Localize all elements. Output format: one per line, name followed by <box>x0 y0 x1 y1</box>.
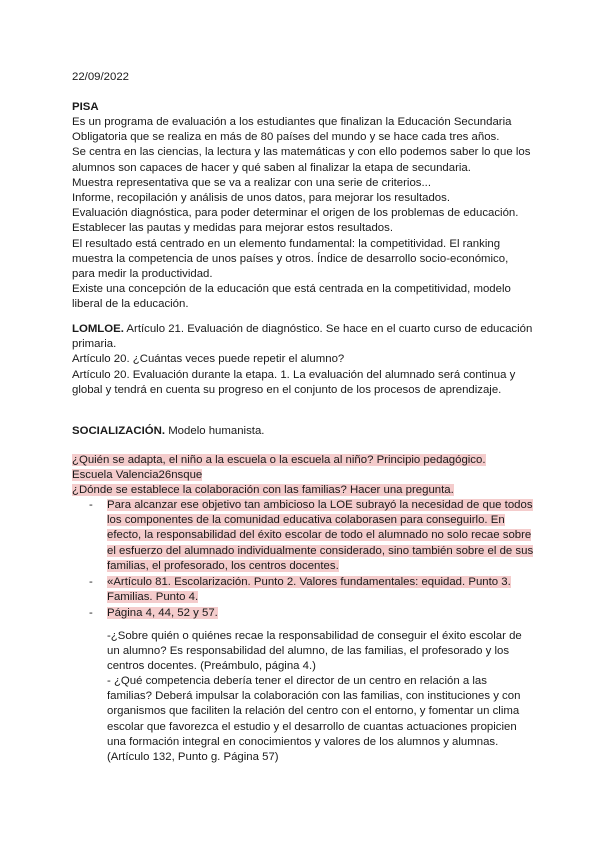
pisa-line: Se centra en las ciencias, la lectura y las matemáticas y con ello podemos saber lo que los alumnos son capaces de hacer y qué saben al finalizar la etapa de secundaria. <box>72 146 531 174</box>
lomloe-section <box>72 322 534 398</box>
highlighted-text: Página 4, 44, 52 y 57. <box>107 607 218 620</box>
bullet-list <box>72 498 534 623</box>
lomloe-line: Artículo 20. Evaluación durante la etapa. 1. La evaluación del alumnado será continua y global y tendrá en cuenta su progreso en el conjunto de los procesos de aprendizaje. <box>72 368 516 396</box>
pisa-line: Muestra representativa que se va a realizar con una serie de criterios... <box>72 176 431 189</box>
highlighted-text: Escuela Valencia26nsque <box>72 469 203 482</box>
answer-paragraph: -¿Sobre quién o quiénes recae la responsabilidad de conseguir el éxito escolar de un alumno? Es responsabilidad del alumno, de las familias, el profesorado y los centros docentes. (Preámbulo, página 4.) <box>107 630 522 673</box>
list-item <box>72 498 534 574</box>
answer-paragraph: - ¿Qué competencia debería tener el director de un centro en relación a las familias? Deberá impulsar la colaboración con las familias, con instituciones y con organismos que faciliten la relación del centro con el entorno, y fomentar un clima escolar que favorezca el estudio y el desarrollo de cuantas actuaciones propicien una formación integral en conocimientos y valores de los alumnos y alumnas. (Artículo 132, Punto g. Página 57) <box>107 675 521 764</box>
socializacion-heading: SOCIALIZACIÓN. <box>72 425 166 437</box>
pisa-heading: PISA <box>72 101 99 113</box>
socializacion-questions <box>72 453 534 499</box>
dash-marker: - <box>89 576 93 589</box>
question-line <box>72 483 534 498</box>
pisa-line: Es un programa de evaluación a los estudiantes que finalizan la Educación Secundaria Obligatoria que se realiza en más de 80 países del mundo y se hace cada tres años. <box>72 116 512 144</box>
dash-marker: - <box>89 607 93 620</box>
pisa-line: Existe una concepción de la educación que está centrada en la competitividad, modelo liberal de la educación. <box>72 283 511 311</box>
question-line <box>72 453 534 468</box>
socializacion-title <box>72 424 532 439</box>
pisa-line: Evaluación diagnóstica, para poder determinar el origen de los problemas de educación. <box>72 207 519 220</box>
list-item <box>72 606 534 621</box>
question-line <box>72 468 534 483</box>
dash-marker: - <box>89 499 93 511</box>
document-date: 22/09/2022 <box>72 71 130 83</box>
socializacion-subtitle: Modelo humanista. <box>165 425 265 437</box>
pisa-line: Establecer las pautas y medidas para mejorar estos resultados. <box>72 222 393 235</box>
highlighted-text: «Artículo 81. Escolarización. Punto 2. Valores fundamentales: equidad. Punto 3. Familias. Punto 4. <box>107 576 511 604</box>
highlighted-text: Para alcanzar ese objetivo tan ambicioso la LOE subrayó la necesidad de que todos los componentes de la comunidad educativa colaborasen para conseguirlo. En efecto, la responsabilidad del éxito escolar de todo el alumnado no solo recae sobre el esfuerzo del alumnado individualmente considerado, sino también sobre el de sus familias, el profesorado, los centros docentes. <box>107 499 534 572</box>
pisa-section <box>72 115 534 313</box>
highlighted-question: ¿Dónde se establece la colaboración con las familias? Hacer una pregunta. <box>72 484 454 497</box>
highlighted-question: ¿Quién se adapta, el niño a la escuela o la escuela al niño? Principio pedagógico. <box>72 454 486 466</box>
lomloe-line: Artículo 20. ¿Cuántas veces puede repetir el alumno? <box>72 353 345 366</box>
lomloe-line-text: Artículo 21. Evaluación de diagnóstico. Se hace en el cuarto curso de educación primaria. <box>72 323 533 351</box>
pisa-line: El resultado está centrado en un elemento fundamental: la competitividad. El ranking muestra la competencia de unos países y otros. Índice de desarrollo socio-económico, para medir la productividad. <box>72 237 509 281</box>
pisa-line: Informe, recopilación y análisis de unos datos, para mejorar los resultados. <box>72 192 450 205</box>
list-item <box>72 575 534 605</box>
lomloe-heading: LOMLOE. <box>72 323 124 335</box>
lomloe-line <box>72 322 534 352</box>
